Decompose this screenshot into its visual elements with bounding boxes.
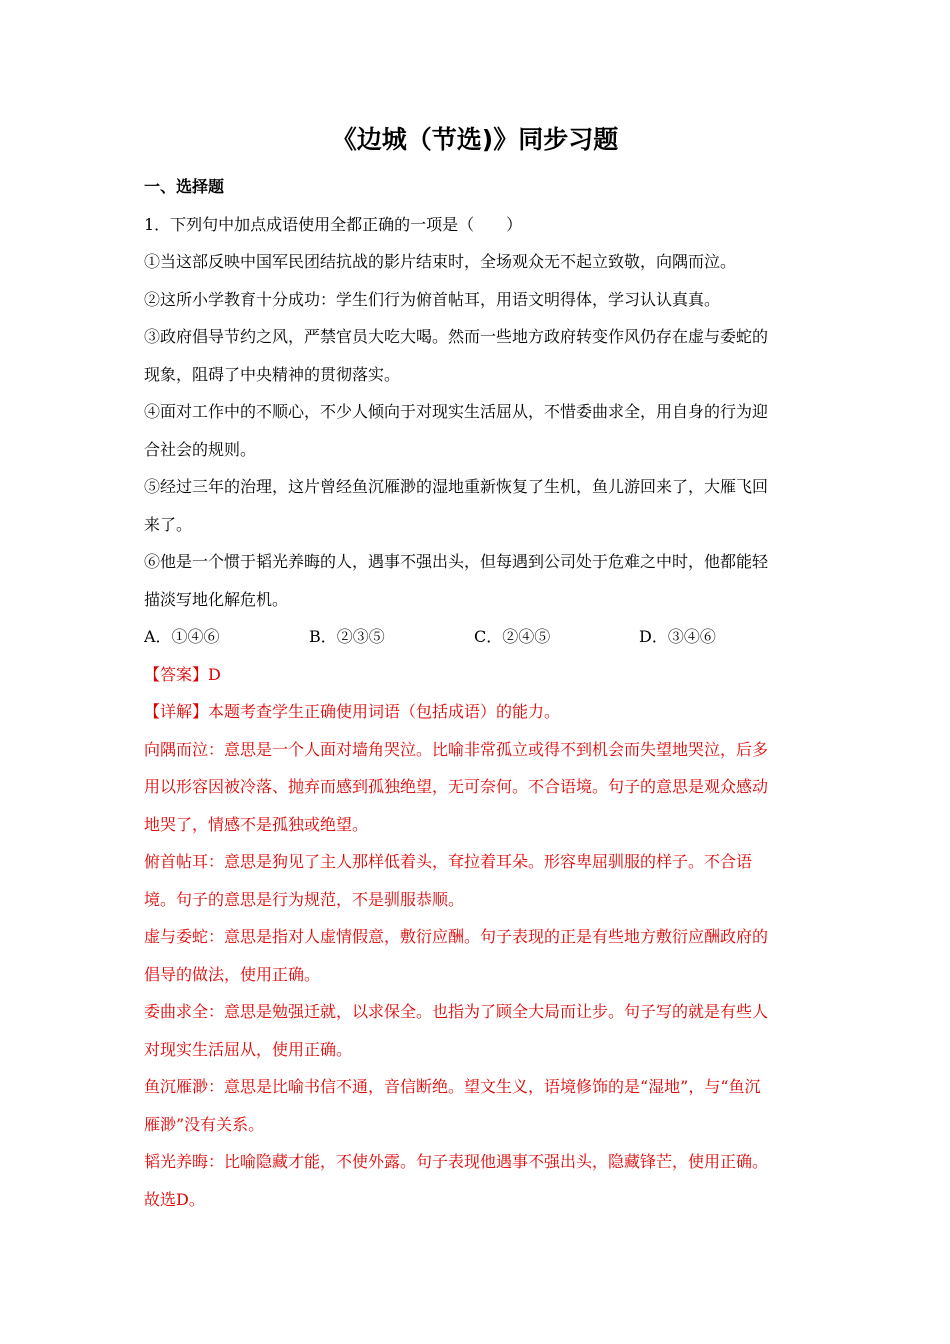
question-line: 来了。 xyxy=(144,514,193,534)
page-title: 《边城（节选)》同步习题 xyxy=(331,125,619,154)
answer-line xyxy=(144,656,804,694)
explanation-line: 鱼沉雁渺：意思是比喻书信不通，音信断绝。望文生义，语境修饰的是“湿地”，与“鱼沉 xyxy=(144,1077,761,1096)
question-line: ⑤经过三年的治理，这片曾经鱼沉雁渺的湿地重新恢复了生机，鱼儿游回来了，大雁飞回 xyxy=(144,477,769,496)
option-c: C．②④⑤ xyxy=(474,627,551,646)
explanation-line: 对现实生活屈从，使用正确。 xyxy=(144,1039,353,1059)
question-stem: 1．下列句中加点成语使用全都正确的一项是（ ） xyxy=(144,214,523,234)
explanation-line: 委曲求全：意思是勉强迁就，以求保全。也指为了顾全大局而让步。句子写的就是有些人 xyxy=(144,1002,769,1021)
question-line: ④面对工作中的不顺心，不少人倾向于对现实生活屈从，不惜委曲求全，用自身的行为迎 xyxy=(144,402,769,421)
question-line: 合社会的规则。 xyxy=(144,439,257,459)
explanation-line: 倡导的做法，使用正确。 xyxy=(144,964,321,984)
explanation-line: 虚与委蛇：意思是指对人虚情假意，敷衍应酬。句子表现的正是有些地方敷衍应酬政府的 xyxy=(144,927,769,946)
explanation-intro-line xyxy=(144,693,804,731)
question-line: 描淡写地化解危机。 xyxy=(144,589,289,609)
option-a: A．①④⑥ xyxy=(144,627,220,646)
explanation-intro: 本题考查学生正确使用词语（包括成语）的能力。 xyxy=(208,702,561,721)
question-line: ①当这部反映中国军民团结抗战的影片结束时，全场观众无不起立致敬，向隅而泣。 xyxy=(144,252,737,271)
question-line: ②这所小学教育十分成功：学生们行为俯首帖耳，用语文明得体，学习认认真真。 xyxy=(144,289,721,309)
explanation-label: 【详解】 xyxy=(144,702,209,721)
answer-options xyxy=(144,618,804,656)
explanation-line: 境。句子的意思是行为规范，不是驯服恭顺。 xyxy=(144,889,465,909)
section-heading: 一、选择题 xyxy=(144,177,225,196)
explanation-line: 用以形容因被冷落、抛弃而感到孤独绝望，无可奈何。不合语境。句子的意思是观众感动 xyxy=(144,777,769,796)
answer-label: 【答案】 xyxy=(144,664,209,684)
explanation-line: 向隅而泣：意思是一个人面对墙角哭泣。比喻非常孤立或得不到机会而失望地哭泣，后多 xyxy=(144,739,769,759)
explanation-line: 韬光养晦：比喻隐藏才能，不使外露。句子表现他遇事不强出头，隐藏锋芒，使用正确。 xyxy=(144,1152,769,1171)
question-line: ③政府倡导节约之风，严禁官员大吃大喝。然而一些地方政府转变作风仍存在虚与委蛇的 xyxy=(144,327,769,346)
question-line: ⑥他是一个惯于韬光养晦的人，遇事不强出头，但每遇到公司处于危难之中时，他都能轻 xyxy=(144,552,769,571)
explanation-line: 俯首帖耳：意思是狗见了主人那样低着头，耷拉着耳朵。形容卑屈驯服的样子。不合语 xyxy=(144,852,753,871)
explanation-conclusion: 故选D。 xyxy=(144,1189,205,1209)
explanation-line: 雁渺”没有关系。 xyxy=(144,1114,265,1134)
option-d: D．③④⑥ xyxy=(639,627,716,646)
answer-value: D xyxy=(208,664,221,684)
document-content xyxy=(144,168,804,1218)
explanation-line: 地哭了，情感不是孤独或绝望。 xyxy=(144,814,369,834)
option-b: B．②③⑤ xyxy=(309,627,385,646)
question-line: 现象，阻碍了中央精神的贯彻落实。 xyxy=(144,364,401,384)
